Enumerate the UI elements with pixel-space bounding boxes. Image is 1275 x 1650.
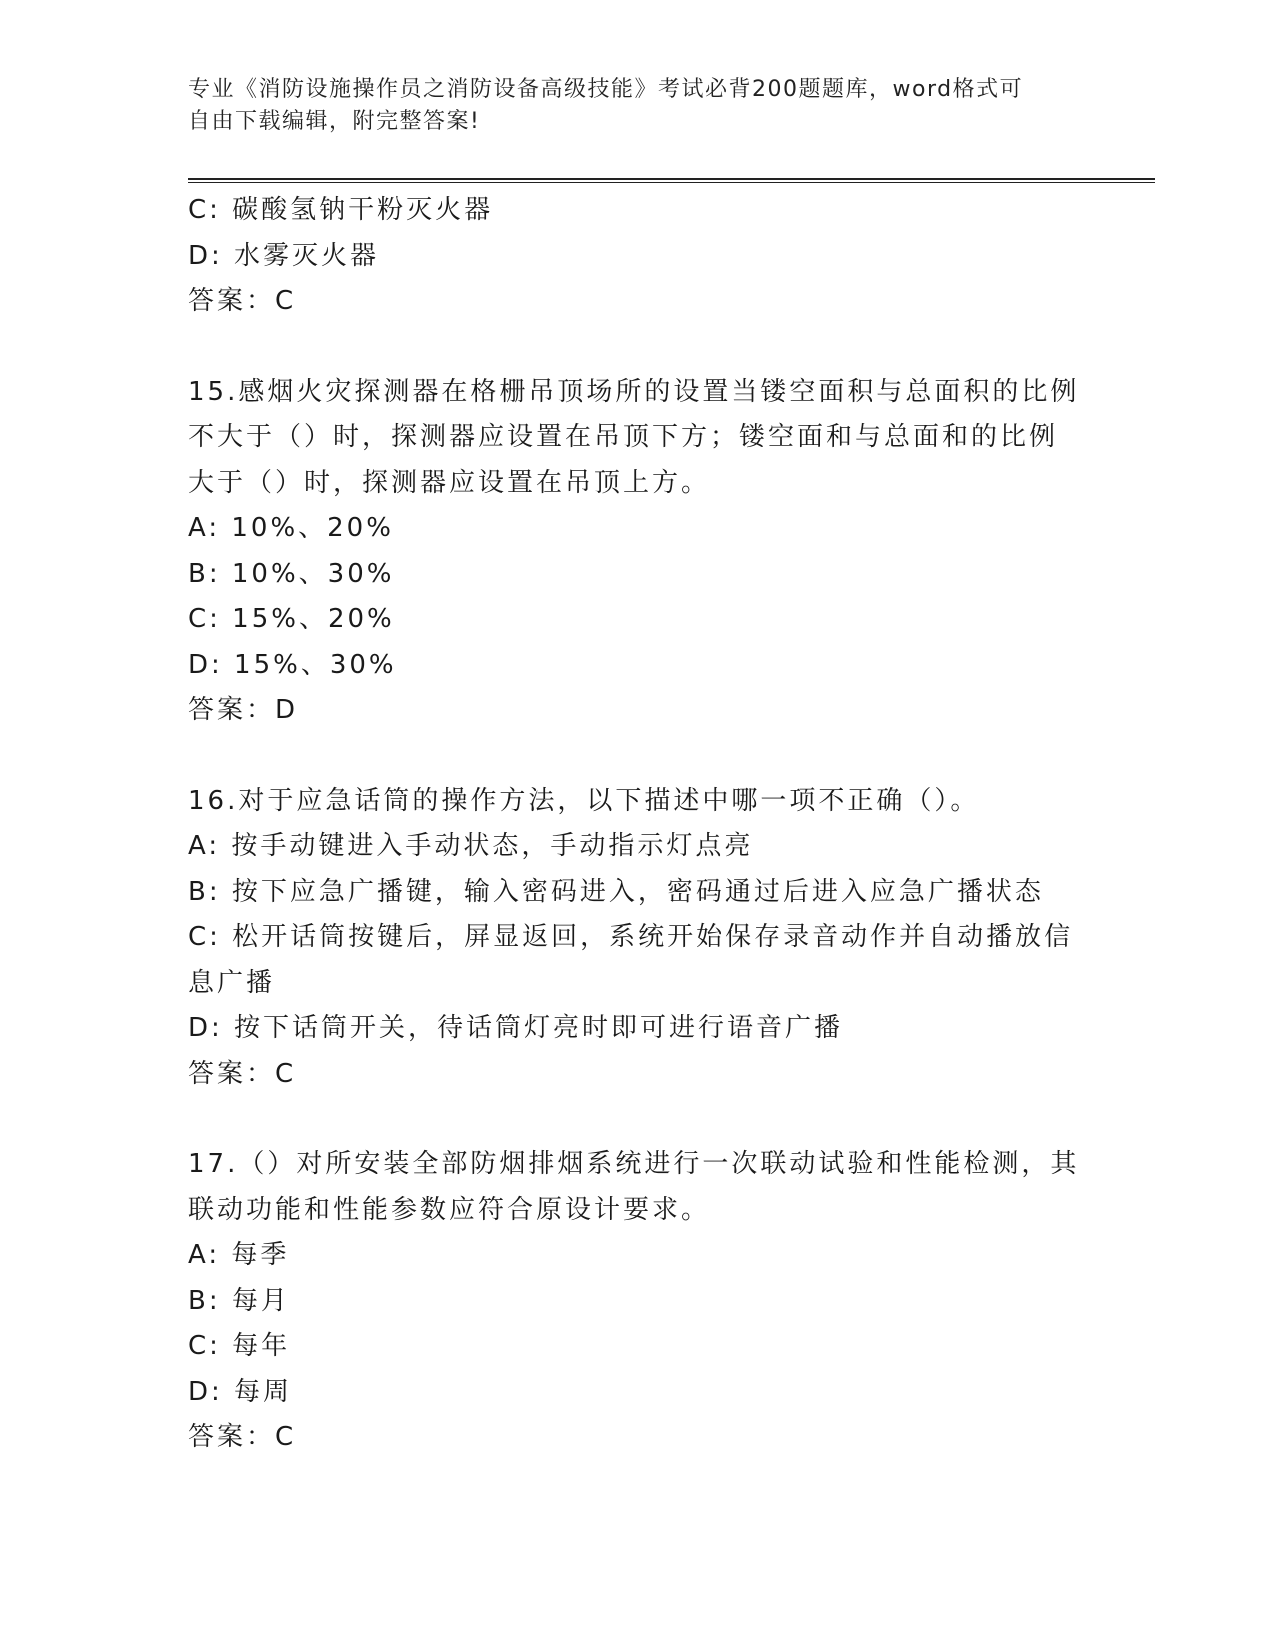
- page-header: [188, 74, 1088, 138]
- option-b: B: 每月: [188, 1285, 290, 1316]
- header-line-1: 专业《消防设施操作员之消防设备高级技能》考试必背200题题库，word格式可: [188, 77, 1024, 102]
- option-a: A: 10%、20%: [188, 513, 394, 543]
- question-stem-line: 15.感烟火灾探测器在格栅吊顶场所的设置当镂空面积与总面积的比例: [188, 376, 1080, 407]
- question-stem-line: 16.对于应急话筒的操作方法，以下描述中哪一项不正确（）。: [188, 785, 980, 816]
- option-c-continued: 息广播: [188, 967, 276, 998]
- option-c: C: 15%、20%: [188, 604, 395, 634]
- option-b: B: 按下应急广播键，输入密码进入，密码通过后进入应急广播状态: [188, 876, 1044, 907]
- question-stem-line: 17.（）对所安装全部防烟排烟系统进行一次联动试验和性能检测，其: [188, 1149, 1080, 1179]
- question-content: [188, 188, 1088, 1461]
- option-a: A: 按手动键进入手动状态，手动指示灯点亮: [188, 831, 754, 861]
- question-17: [188, 1142, 1088, 1461]
- question-stem-line: 不大于（）时，探测器应设置在吊顶下方；镂空面和与总面和的比例: [188, 422, 1059, 452]
- option-d: D: 按下话筒开关，待话筒灯亮时即可进行语音广播: [188, 1013, 844, 1043]
- option-b: B: 10%、30%: [188, 558, 395, 589]
- answer-line: 答案：D: [188, 695, 299, 725]
- answer-line: 答案：C: [188, 1422, 297, 1452]
- header-divider: [188, 178, 1155, 183]
- header-line-2: 自由下载编辑，附完整答案!: [188, 109, 481, 134]
- question-16: [188, 779, 1088, 1098]
- option-c: C: 碳酸氢钠干粉灭火器: [188, 195, 494, 225]
- prev-question: [188, 188, 1088, 325]
- option-a: A: 每季: [188, 1240, 290, 1270]
- option-d: D: 水雾灭火器: [188, 240, 380, 271]
- question-stem-line: 大于（）时，探测器应设置在吊顶上方。: [188, 467, 711, 498]
- option-d: D: 每周: [188, 1376, 293, 1407]
- option-d: D: 15%、30%: [188, 649, 397, 680]
- option-c: C: 松开话筒按键后，屏显返回，系统开始保存录音动作并自动播放信: [188, 922, 1074, 952]
- question-15: [188, 370, 1088, 734]
- question-stem-line: 联动功能和性能参数应符合原设计要求。: [188, 1194, 711, 1225]
- option-c: C: 每年: [188, 1331, 291, 1361]
- answer-line: 答案：C: [188, 1058, 297, 1089]
- answer-line: 答案：C: [188, 286, 297, 316]
